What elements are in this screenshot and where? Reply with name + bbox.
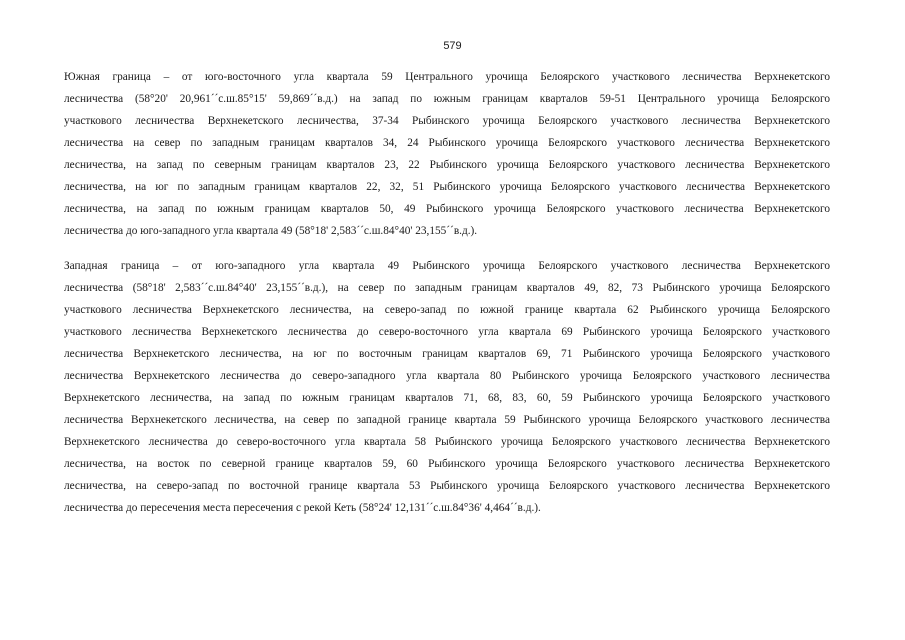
- text-line: участкового лесничества Верхнекетского лесничества, на северо-запад по южной границе квартала 62 Рыбинского урочища Белоярского: [64, 304, 830, 316]
- text-line: лесничества, на северо-запад по восточной границе квартала 53 Рыбинского урочища Белоярского участкового лесничества Верхнекетского: [64, 480, 830, 492]
- text-line: лесничества до пересечения места пересечения с рекой Кеть (58°24' 12,131´´с.ш.84°36' 4,464´´в.д.).: [64, 502, 541, 514]
- document-body: [64, 66, 830, 519]
- text-line: Южная граница – от юго-восточного угла квартала 59 Центрального урочища Белоярского участкового лесничества Верхнекетского: [64, 71, 830, 83]
- text-line: Верхнекетского лесничества до северо-восточного угла квартала 58 Рыбинского урочища Белоярского участкового лесничества Верхнекетского: [64, 436, 830, 448]
- text-line: лесничества, на юг по западным границам кварталов 22, 32, 51 Рыбинского урочища Белоярского участкового лесничества Верхнекетского: [64, 181, 830, 193]
- text-line: лесничества, на восток по северной границе кварталов 59, 60 Рыбинского урочища Белоярского участкового лесничества Верхнекетского: [64, 458, 830, 470]
- text-line: лесничества до юго-западного угла квартала 49 (58°18' 2,583´´с.ш.84°40' 23,155´´в.д.).: [64, 225, 478, 237]
- text-line: Верхнекетского лесничества, на запад по южным границам кварталов 71, 68, 83, 60, 59 Рыбинского урочища Белоярского участкового: [64, 392, 830, 404]
- text-line: лесничества (58°20' 20,961´´с.ш.85°15' 59,869´´в.д.) на запад по южным границам кварталов 59-51 Центрального урочища Белоярского: [64, 93, 830, 105]
- text-line: участкового лесничества Верхнекетского лесничества, 37-34 Рыбинского урочища Белоярского участкового лесничества Верхнекетского: [64, 115, 830, 127]
- text-line: лесничества Верхнекетского лесничества, на север по западной границе квартала 59 Рыбинского урочища Белоярского участкового лесничества: [64, 414, 830, 426]
- text-line: лесничества, на запад по северным границам кварталов 23, 22 Рыбинского урочища Белоярского участкового лесничества Верхнекетского: [64, 159, 830, 171]
- paragraph-south-boundary: [64, 66, 830, 242]
- text-line: лесничества на север по западным границам кварталов 34, 24 Рыбинского урочища Белоярского участкового лесничества Верхнекетского: [64, 137, 830, 149]
- text-line: Западная граница – от юго-западного угла квартала 49 Рыбинского урочища Белоярского участкового лесничества Верхнекетского: [64, 260, 830, 272]
- text-line: лесничества Верхнекетского лесничества, на юг по восточным границам кварталов 69, 71 Рыбинского урочища Белоярского участкового: [64, 348, 830, 360]
- page-number: 579: [443, 40, 462, 52]
- text-line: участкового лесничества Верхнекетского лесничества до северо-восточного угла квартала 69 Рыбинского урочища Белоярского участкового: [64, 326, 830, 338]
- text-line: лесничества (58°18' 2,583´´с.ш.84°40' 23,155´´в.д.), на север по западным границам кварталов 49, 82, 73 Рыбинского урочища Белоярского: [64, 282, 830, 294]
- text-line: лесничества, на запад по южным границам кварталов 50, 49 Рыбинского урочища Белоярского участкового лесничества Верхнекетского: [64, 203, 830, 215]
- text-line: лесничества Верхнекетского лесничества до северо-западного угла квартала 80 Рыбинского урочища Белоярского участкового лесничества: [64, 370, 830, 382]
- paragraph-west-boundary: [64, 255, 830, 519]
